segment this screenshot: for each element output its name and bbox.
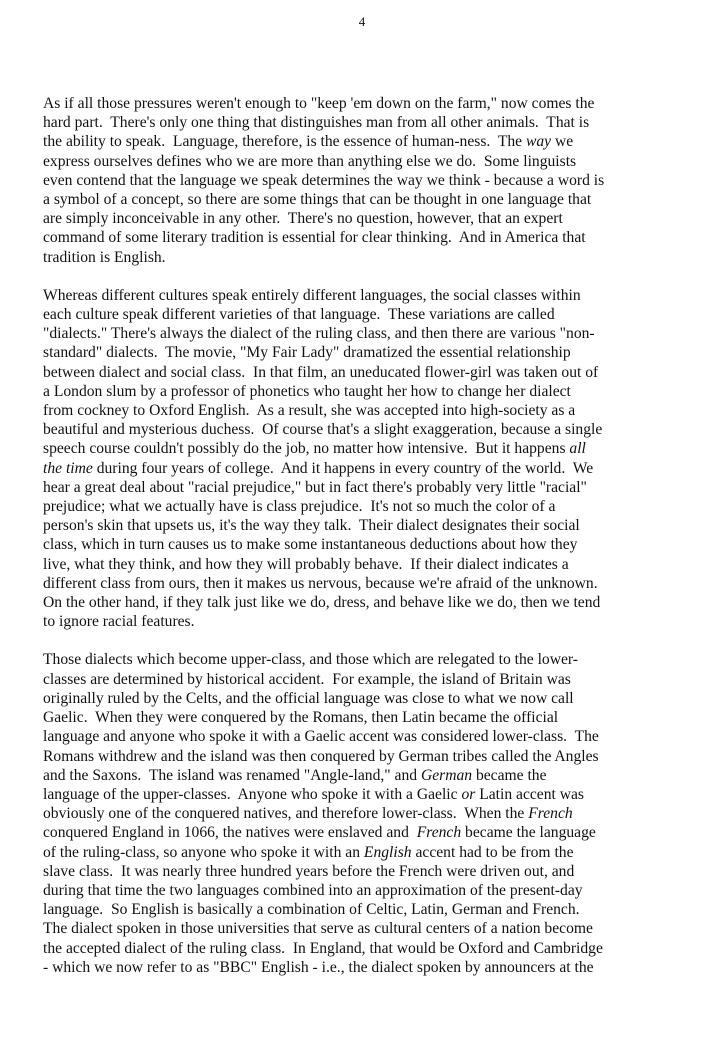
text-segment: each culture speak different varieties of that language. These variations are called [43, 306, 555, 324]
text-segment: Those dialects which become upper-class, and those which are relegated to the lower- [43, 651, 578, 669]
text-segment: during four years of college. And it happens in every country of the world. We [92, 459, 594, 477]
text-line [43, 324, 683, 343]
text-segment: a London slum by a professor of phonetics who taught her how to change her dialect [43, 382, 571, 400]
text-segment: speech course couldn't possibly do the job, no matter how intensive. But it happens [43, 440, 570, 458]
text-line [43, 785, 683, 804]
text-line [43, 209, 683, 228]
text-line [43, 478, 683, 497]
text-segment: prejudice; what we actually have is class prejudice. It's not so much the color of a [43, 498, 556, 516]
italic-text: French [528, 805, 573, 823]
text-line [43, 593, 683, 612]
text-line [43, 113, 683, 132]
text-segment: of the ruling-class, so anyone who spoke it with an [43, 843, 364, 861]
text-line [43, 823, 683, 842]
page-number: 4 [358, 14, 366, 29]
text-segment: even contend that the language we speak determines the way we think - because a word is [43, 171, 605, 189]
italic-text: French [416, 824, 462, 842]
text-line [43, 881, 683, 900]
text-line [43, 420, 683, 439]
text-segment: command of some literary tradition is essential for clear thinking. And in America that [43, 229, 586, 247]
text-segment: slave class. It was nearly three hundred years before the French were driven out, and [43, 862, 575, 880]
text-segment: are simply inconceivable in any other. There's no question, however, that an expert [43, 210, 563, 228]
text-line [43, 919, 683, 938]
body-text [43, 94, 683, 977]
text-line [43, 171, 683, 190]
italic-text: German [420, 766, 473, 784]
italic-text: way [525, 133, 552, 151]
text-segment: Romans withdrew and the island was then conquered by German tribes called the Angles [43, 747, 599, 765]
text-segment: to ignore racial features. [43, 613, 195, 631]
text-line [43, 459, 683, 478]
italic-text: all [569, 440, 586, 458]
text-segment: accent had to be from the [411, 843, 574, 861]
text-segment: language. So English is basically a combination of Celtic, Latin, German and French. [43, 901, 580, 919]
text-line [43, 439, 683, 458]
text-line [43, 574, 683, 593]
text-line [43, 747, 683, 766]
paragraph [43, 94, 683, 267]
text-segment: different class from ours, then it makes us nervous, because we're afraid of the unknown. [43, 574, 598, 592]
text-line [43, 900, 683, 919]
text-segment: hear a great deal about "racial prejudice," but in fact there's probably very little "racial" [43, 478, 587, 496]
text-segment: and the Saxons. The island was renamed "Angle-land," and [43, 766, 421, 784]
text-segment: from cockney to Oxford English. As a result, she was accepted into high-society as a [43, 402, 576, 420]
text-line [43, 228, 683, 247]
text-segment: person's skin that upsets us, it's the way they talk. Their dialect designates their social [43, 517, 580, 535]
text-segment: Gaelic. When they were conquered by the Romans, then Latin became the official [43, 709, 559, 727]
text-segment: As if all those pressures weren't enough to "keep 'em down on the farm," now comes the [43, 95, 595, 112]
text-line [43, 727, 683, 746]
text-segment: - which we now refer to as "BBC" English - i.e., the dialect spoken by announcers at the [43, 958, 594, 976]
text-line [43, 516, 683, 535]
text-segment: Latin accent was [475, 785, 584, 803]
text-line [43, 708, 683, 727]
text-line [43, 766, 683, 785]
text-line [43, 497, 683, 516]
text-segment: standard" dialects. The movie, "My Fair Lady" dramatized the essential relationship [43, 344, 571, 362]
text-line [43, 286, 683, 305]
text-line [43, 862, 683, 881]
text-line [43, 689, 683, 708]
text-segment: obviously one of the conquered natives, and therefore lower-class. When the [43, 805, 529, 823]
text-segment: classes are determined by historical accident. For example, the island of Britain was [43, 670, 571, 688]
text-segment: the ability to speak. Language, therefore, is the essence of human-ness. The [43, 133, 526, 151]
text-line [43, 401, 683, 420]
italic-text: the time [43, 459, 93, 477]
text-segment: live, what they think, and how they will probably behave. If their dialect indicates a [43, 555, 569, 573]
text-line [43, 612, 683, 631]
text-segment: became the [472, 766, 547, 784]
text-segment: beautiful and mysterious duchess. Of course that's a slight exaggeration, because a single [43, 421, 603, 439]
text-line [43, 958, 683, 977]
italic-text: or [461, 785, 476, 803]
text-segment: On the other hand, if they talk just like we do, dress, and behave like we do, then we tend [43, 594, 601, 612]
text-line [43, 190, 683, 209]
text-line [43, 382, 683, 401]
paragraph [43, 650, 683, 976]
text-segment: conquered England in 1066, the natives were enslaved and [43, 824, 417, 842]
text-segment: the accepted dialect of the ruling class. In England, that would be Oxford and Cambridge [43, 939, 603, 957]
text-segment: The dialect spoken in those universities that serve as cultural centers of a nation become [43, 920, 593, 938]
text-line [43, 939, 683, 958]
text-line [43, 804, 683, 823]
text-segment: tradition is English. [43, 248, 166, 266]
text-line [43, 363, 683, 382]
text-line [43, 132, 683, 151]
text-segment: a symbol of a concept, so there are some things that can be thought in one language that [43, 191, 592, 209]
paragraph [43, 286, 683, 632]
text-line [43, 305, 683, 324]
text-segment: express ourselves defines who we are more than anything else we do. Some linguists [43, 152, 577, 170]
text-segment: we [551, 133, 574, 151]
text-segment: became the language [461, 824, 596, 842]
text-line [43, 94, 683, 113]
text-line [43, 650, 683, 669]
text-segment: class, which in turn causes us to make some instantaneous deductions about how they [43, 536, 578, 554]
text-segment: Whereas different cultures speak entirely different languages, the social classes within [43, 286, 581, 304]
text-segment: during that time the two languages combined into an approximation of the present-day [43, 881, 583, 899]
text-line [43, 535, 683, 554]
text-segment: originally ruled by the Celts, and the official language was close to what we now call [43, 689, 574, 707]
text-line [43, 555, 683, 574]
text-segment: language of the upper-classes. Anyone who spoke it with a Gaelic [43, 785, 462, 803]
text-line [43, 152, 683, 171]
text-segment: language and anyone who spoke it with a Gaelic accent was considered lower-class. The [43, 728, 599, 746]
italic-text: English [363, 843, 412, 861]
text-segment: between dialect and social class. In that film, an uneducated flower-girl was taken out of [43, 363, 599, 381]
text-line [43, 670, 683, 689]
text-segment: "dialects." There's always the dialect of the ruling class, and then there are various "non- [43, 325, 595, 343]
text-segment: hard part. There's only one thing that distinguishes man from all other animals. That is [43, 114, 590, 132]
text-line [43, 343, 683, 362]
text-line [43, 248, 683, 267]
text-line [43, 843, 683, 862]
